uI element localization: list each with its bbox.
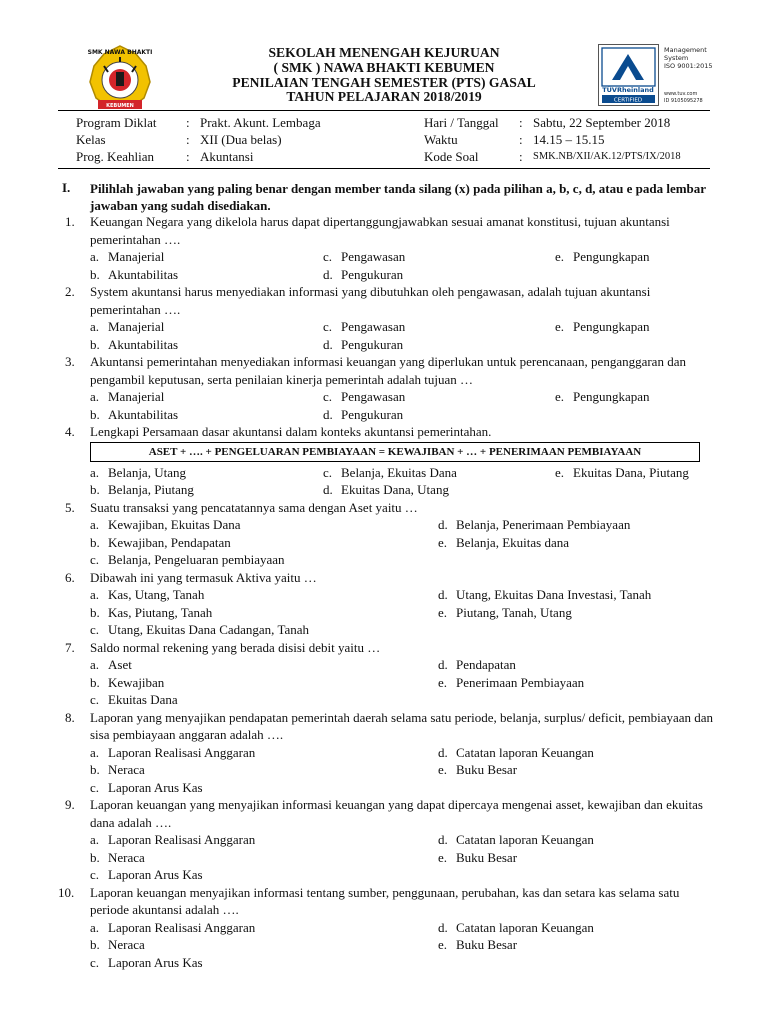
option-c[interactable]: c. Pengawasan xyxy=(323,319,406,334)
question-number: 3. xyxy=(65,354,75,369)
option-list xyxy=(58,516,718,569)
option-e[interactable]: e. Pengungkapan xyxy=(555,249,650,264)
option-a[interactable]: a. Laporan Realisasi Anggaran xyxy=(90,919,256,935)
header-divider-bottom xyxy=(58,168,710,169)
question-7 xyxy=(58,639,718,709)
logo-bottom-text: KEBUMEN xyxy=(106,103,134,109)
option-c[interactable]: c. Laporan Arus Kas xyxy=(90,867,203,882)
question-text: Keuangan Negara yang dikelola harus dapat dipertanggungjawabkan sesuai amanat konstitusi, tujuan akuntansi pemerintahan …. xyxy=(90,214,670,247)
option-c[interactable]: c. Ekuitas Dana xyxy=(90,692,178,707)
waktu-label: Waktu xyxy=(424,132,458,147)
question-text: Dibawah ini yang termasuk Aktiva yaitu … xyxy=(90,569,317,585)
option-e[interactable]: e. Penerimaan Pembiayaan xyxy=(438,674,585,690)
kode-label: Kode Soal xyxy=(424,149,479,164)
question-4 xyxy=(58,423,718,499)
question-2 xyxy=(58,283,718,353)
option-b[interactable]: b. Kewajiban, Pendapatan xyxy=(90,534,231,550)
option-b[interactable]: b. Akuntabilitas xyxy=(90,266,179,282)
option-b[interactable]: b. Neraca xyxy=(90,849,145,865)
option-a[interactable]: a. Laporan Realisasi Anggaran xyxy=(90,744,256,760)
option-c[interactable]: c. Pengawasan xyxy=(323,389,406,404)
program-value: Prakt. Akunt. Lembaga xyxy=(200,115,321,130)
logo-text: SMK NAWA BHAKTI xyxy=(87,49,153,56)
option-b[interactable]: b. Akuntabilitas xyxy=(90,406,179,422)
option-list xyxy=(58,586,718,639)
question-8 xyxy=(58,709,718,797)
question-number: 6. xyxy=(65,569,75,585)
option-d[interactable]: d. Pengukuran xyxy=(323,266,404,282)
option-list xyxy=(58,248,718,283)
option-b[interactable]: b. Belanja, Piutang xyxy=(90,482,194,497)
question-text: Saldo normal rekening yang berada disisi debit yaitu … xyxy=(90,639,381,655)
option-b[interactable]: b. Neraca xyxy=(90,762,145,777)
option-e[interactable]: e. Buku Besar xyxy=(438,762,518,777)
option-e[interactable]: e. Pengungkapan xyxy=(555,389,650,404)
hari-value: Sabtu, 22 September 2018 xyxy=(533,115,671,130)
program-label: Program Diklat xyxy=(76,115,157,130)
keahlian-label: Prog. Keahlian xyxy=(76,149,154,164)
question-number: 2. xyxy=(65,284,75,299)
question-number: 9. xyxy=(65,797,75,812)
option-e[interactable]: e. Ekuitas Dana, Piutang xyxy=(555,464,689,480)
option-list xyxy=(58,464,718,499)
option-a[interactable]: a. Manajerial xyxy=(90,319,165,334)
option-a[interactable]: a. Laporan Realisasi Anggaran xyxy=(90,832,256,847)
section-instruction-text: Pilihlah jawaban yang paling benar dengan member tanda silang (x) pada pilihan a, b, c, d, atau e pada lembar jawaban yang sudah disediakan. xyxy=(90,181,706,213)
option-d[interactable]: d. Utang, Ekuitas Dana Investasi, Tanah xyxy=(438,587,652,602)
option-list xyxy=(58,656,718,709)
cert-standard: ISO 9001:2015 xyxy=(664,62,713,70)
cert-title-2: System xyxy=(664,54,689,62)
kode-value: SMK.NB/XII/AK.12/PTS/IX/2018 xyxy=(533,151,681,162)
option-d[interactable]: d. Catatan laporan Keuangan xyxy=(438,919,594,935)
exam-info-block xyxy=(58,112,710,168)
question-1 xyxy=(58,213,718,283)
option-d[interactable]: d. Pendapatan xyxy=(438,657,516,672)
option-c[interactable]: c. Belanja, Pengeluaran pembiayaan xyxy=(90,552,285,567)
cert-url: www.tuv.com xyxy=(664,91,698,97)
question-list xyxy=(58,213,718,971)
option-c[interactable]: c. Pengawasan xyxy=(323,249,406,264)
option-c[interactable]: c. Laporan Arus Kas xyxy=(90,954,203,970)
question-text: Lengkapi Persamaan dasar akuntansi dalam konteks akuntansi pemerintahan. xyxy=(90,424,492,439)
colon: : xyxy=(186,149,190,164)
option-d[interactable]: d. Belanja, Penerimaan Pembiayaan xyxy=(438,517,631,532)
question-9 xyxy=(58,796,718,884)
option-d[interactable]: d. Catatan laporan Keuangan xyxy=(438,832,594,847)
question-number: 10. xyxy=(58,884,75,900)
option-a[interactable]: a. Manajerial xyxy=(90,249,165,264)
question-text: Laporan yang menyajikan pendapatan pemerintah daerah selama satu periode, belanja, surplus/ deficit, pembiayaan dan sisa pembiayaan anggaran adalah …. xyxy=(90,709,714,742)
option-list xyxy=(58,318,718,353)
question-text: Suatu transaksi yang pencatatannya sama dengan Aset yaitu … xyxy=(90,499,418,515)
option-b[interactable]: b. Akuntabilitas xyxy=(90,336,179,352)
option-a[interactable]: a. Manajerial xyxy=(90,389,165,404)
question-5 xyxy=(58,499,718,569)
option-a[interactable]: a. Kewajiban, Ekuitas Dana xyxy=(90,517,241,532)
option-e[interactable]: e. Belanja, Ekuitas dana xyxy=(438,534,569,550)
question-number: 4. xyxy=(65,424,75,439)
option-e[interactable]: e. Piutang, Tanah, Utang xyxy=(438,604,572,620)
waktu-value: 14.15 – 15.15 xyxy=(533,132,605,147)
option-d[interactable]: d. Pengukuran xyxy=(323,336,404,352)
heading-line-1: SEKOLAH MENENGAH KEJURUAN xyxy=(268,45,500,60)
equation-box: ASET + …. + PENGELUARAN PEMBIAYAAN = KEWAJIBAN + … + PENERIMAAN PEMBIAYAAN xyxy=(90,442,700,462)
school-logo xyxy=(78,42,162,114)
question-number: 5. xyxy=(65,499,75,515)
question-number: 7. xyxy=(65,639,75,655)
option-e[interactable]: e. Pengungkapan xyxy=(555,319,650,334)
heading-line-4: TAHUN PELAJARAN 2018/2019 xyxy=(286,89,482,105)
iso-certification-badge xyxy=(598,44,716,106)
question-text: Laporan keuangan yang menyajikan informasi keuangan yang dapat dipercaya mengenai asset, kewajiban dan ekuitas dana adalah …. xyxy=(90,797,703,830)
option-a[interactable]: a. Aset xyxy=(90,657,132,672)
option-list xyxy=(58,831,718,884)
question-text: Akuntansi pemerintahan menyediakan informasi keuangan yang diperlukan untuk perencanaan, penganggaran dan pengambil keputusan, serta penilaian kinerja pemerintah adalah tujuan … xyxy=(90,354,686,387)
option-c[interactable]: c. Utang, Ekuitas Dana Cadangan, Tanah xyxy=(90,622,310,637)
option-d[interactable]: d. Ekuitas Dana, Utang xyxy=(323,482,449,497)
option-c[interactable]: c. Belanja, Ekuitas Dana xyxy=(323,464,457,480)
cert-title-1: Management xyxy=(664,46,707,54)
question-3 xyxy=(58,353,718,423)
option-list xyxy=(58,388,718,423)
question-6 xyxy=(58,569,718,639)
section-number: I. xyxy=(62,180,71,195)
cert-brand: TÜVRheinland xyxy=(602,86,654,94)
keahlian-value: Akuntansi xyxy=(200,149,254,164)
colon: : xyxy=(519,132,523,147)
option-list xyxy=(58,744,718,797)
kelas-value: XII (Dua belas) xyxy=(200,132,282,147)
option-c[interactable]: c. Laporan Arus Kas xyxy=(90,779,203,795)
question-10 xyxy=(58,884,718,972)
colon: : xyxy=(186,115,190,130)
colon: : xyxy=(186,132,190,147)
question-number: 8. xyxy=(65,709,75,725)
option-d[interactable]: d. Pengukuran xyxy=(323,406,404,422)
question-text: Laporan keuangan menyajikan informasi tentang sumber, penggunaan, perubahan, kas dan setara kas selama satu periode akuntansi adalah …. xyxy=(90,884,680,917)
heading-line-2: ( SMK ) NAWA BHAKTI KEBUMEN xyxy=(273,59,495,75)
header-divider-top xyxy=(58,110,710,111)
option-d[interactable]: d. Catatan laporan Keuangan xyxy=(438,744,594,760)
colon: : xyxy=(519,149,523,164)
option-b[interactable]: b. Kas, Piutang, Tanah xyxy=(90,604,213,620)
question-number: 1. xyxy=(65,214,75,229)
hari-label: Hari / Tanggal xyxy=(424,115,499,130)
option-b[interactable]: b. Neraca xyxy=(90,937,145,952)
option-e[interactable]: e. Buku Besar xyxy=(438,849,518,865)
option-a[interactable]: a. Belanja, Utang xyxy=(90,464,186,480)
heading-line-3: PENILAIAN TENGAH SEMESTER (PTS) GASAL xyxy=(232,74,536,90)
cert-badge: CERTIFIED xyxy=(613,97,643,104)
option-list xyxy=(58,919,718,972)
option-e[interactable]: e. Buku Besar xyxy=(438,937,518,952)
question-text: System akuntansi harus menyediakan informasi yang dibutuhkan oleh pengawasan, adalah tujuan akuntansi pemerintahan …. xyxy=(90,284,651,317)
kelas-label: Kelas xyxy=(76,132,106,147)
school-heading xyxy=(168,46,600,105)
option-a[interactable]: a. Kas, Utang, Tanah xyxy=(90,587,205,602)
option-b[interactable]: b. Kewajiban xyxy=(90,674,165,690)
cert-id: ID 9105095278 xyxy=(664,98,703,104)
colon: : xyxy=(519,115,523,130)
